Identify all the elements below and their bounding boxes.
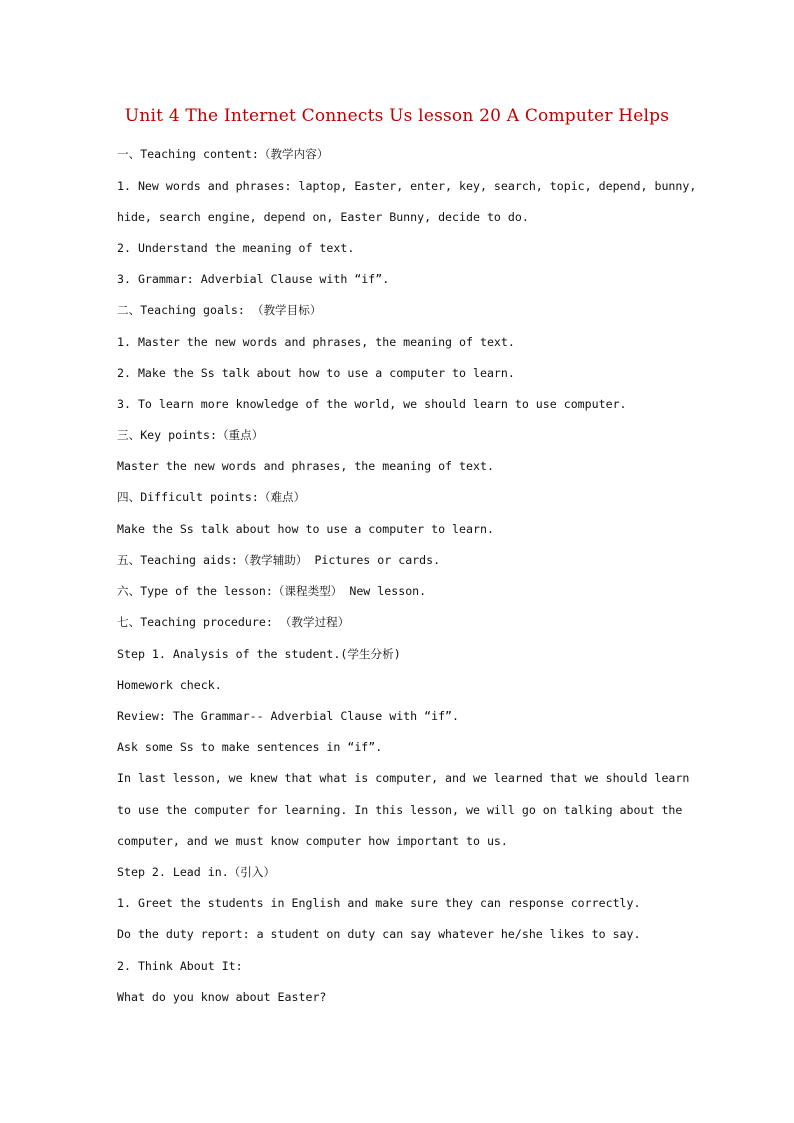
step-heading: Step 2. Lead in.（引入） <box>117 865 276 879</box>
section-heading-teaching-goals: 二、Teaching goals: （教学目标） <box>117 303 322 317</box>
text-line: 1. Greet the students in English and make sure they can response correctly. <box>117 896 641 910</box>
document-title: Unit 4 The Internet Connects Us lesson 20 A Computer Helps <box>124 106 670 126</box>
text-line: hide, search engine, depend on, Easter Bunny, decide to do. <box>117 210 529 224</box>
section-heading-teaching-content: 一、Teaching content:（教学内容） <box>117 147 329 161</box>
text-line: Homework check. <box>117 678 222 692</box>
text-line: Review: The Grammar-- Adverbial Clause with “if”. <box>117 709 460 723</box>
section-heading-teaching-aids: 五、Teaching aids:（教学辅助） Pictures or cards. <box>117 553 441 567</box>
section-heading-difficult-points: 四、Difficult points:（难点） <box>117 490 306 504</box>
section-heading-key-points: 三、Key points:（重点） <box>117 428 264 442</box>
text-line: to use the computer for learning. In this lesson, we will go on talking about the <box>117 803 683 817</box>
text-line: In last lesson, we knew that what is computer, and we learned that we should learn <box>117 771 690 785</box>
section-heading-lesson-type: 六、Type of the lesson:（课程类型） New lesson. <box>117 584 427 598</box>
text-line: Master the new words and phrases, the meaning of text. <box>117 459 494 473</box>
text-line: Ask some Ss to make sentences in “if”. <box>117 740 383 754</box>
text-line: 1. Master the new words and phrases, the meaning of text. <box>117 335 515 349</box>
text-line: 2. Make the Ss talk about how to use a computer to learn. <box>117 366 515 380</box>
text-line: 3. Grammar: Adverbial Clause with “if”. <box>117 272 390 286</box>
text-line: computer, and we must know computer how important to us. <box>117 834 508 848</box>
text-line: 1. New words and phrases: laptop, Easter, enter, key, search, topic, depend, bunny, <box>117 179 697 193</box>
section-heading-teaching-procedure: 七、Teaching procedure: （教学过程） <box>117 615 350 629</box>
text-line: 2. Think About It: <box>117 959 243 973</box>
text-line: What do you know about Easter? <box>117 990 327 1004</box>
step-heading: Step 1. Analysis of the student.(学生分析) <box>117 647 401 661</box>
text-line: 3. To learn more knowledge of the world, we should learn to use computer. <box>117 397 627 411</box>
text-line: 2. Understand the meaning of text. <box>117 241 355 255</box>
text-line: Make the Ss talk about how to use a computer to learn. <box>117 522 494 536</box>
text-line: Do the duty report: a student on duty can say whatever he/she likes to say. <box>117 927 641 941</box>
